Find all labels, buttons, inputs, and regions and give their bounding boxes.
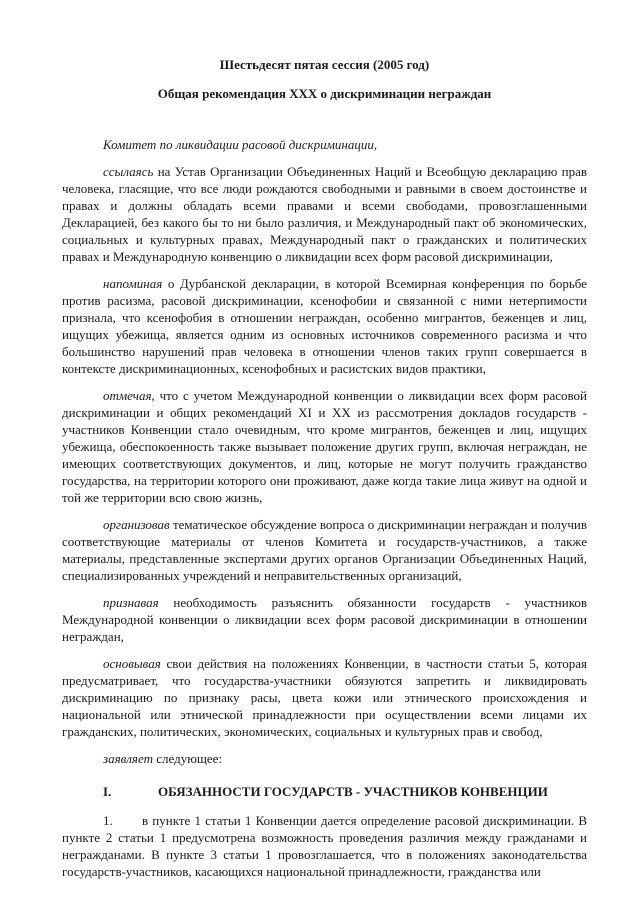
preamble-text: о Дурбанской декларации, в которой Всемирная конференция по борьбе против расизма, расовой дискриминации, ксенофобии и связанной с ними нетерпимости признала, что ксенофобия в отношении неграждан, особенно мигрантов, беженцев и лиц, ищущих убежища, является одним из основных источников современного расизма и что большинство нарушений прав человека в отношении членов таких групп совершается в контексте дискриминационных, ксенофобных и расистских видов практики, [62,276,587,376]
preamble-text: , что с учетом Международной конвенции о ликвидации всех форм расовой дискриминации и общих рекомендаций XI и XX из рассмотрения докладов государств - участников Конвенции стало очевидным, что кроме мигрантов, беженцев и лиц, ищущих убежища, обеспокоенность также вызывает положение других групп, включая неграждан, не имеющих соответствующих документов, и лиц, которые не могут получить гражданство государства, на территории которого они проживают, даже когда такие лица живут на одной и той же территории всю свою жизнь, [62,388,587,505]
declaration-line [62,750,587,767]
paragraph-number: 1. [103,813,113,828]
paragraph-text: в пункте 1 статьи 1 Конвенции дается определение расовой дискриминации. В пункте 2 статьи 1 предусмотрена возможность проведения различия между гражданами и негражданами. В пункте 3 статьи 1 провозглашается, что в положениях законодательства государств-участников, касающихся национальной принадлежности, гражданства или [62,813,587,879]
preamble-lead-word: отмечая [103,388,152,403]
preamble-lead-word: организовав [103,517,170,532]
preamble-lead-word: основывая [103,656,161,671]
session-title: Шестьдесят пятая сессия (2005 год) [219,57,430,72]
preamble-paragraph-durban-declaration [62,275,587,377]
preamble-paragraph-basing-actions [62,655,587,740]
preamble-text: необходимость разъяснить обязанности государств - участников Международной конвенции о ликвидации всех форм расовой дискриминации в отношении неграждан, [62,595,587,644]
declaration-text: следующее: [152,751,223,766]
recommendation-title: Общая рекомендация XXX о дискриминации неграждан [157,86,492,101]
preamble-text: на Устав Организации Объединенных Наций и Всеобщую декларацию прав человека, гласящие, что все люди рождаются свободными и равными в своем достоинстве и правах и должны обладать всеми правами и всеми свободами, провозглашенными Декларацией, без какого бы то ни было различия, и Международный пакт об экономических, социальных и культурных правах, Международный пакт о гражданских и политических правах и Международную конвенцию о ликвидации всех форм расовой дискриминации, [62,164,587,264]
section-title: ОБЯЗАННОСТИ ГОСУДАРСТВ - УЧАСТНИКОВ КОНВЕНЦИИ [158,784,548,799]
preamble-paragraph-noting [62,387,587,506]
section-heading [62,783,587,800]
preamble-lead-word: напоминая [103,276,163,291]
preamble-paragraph-thematic-discussion [62,516,587,584]
preamble-paragraph-recognizing [62,594,587,645]
numbered-paragraph-1 [62,812,587,880]
preamble-text: тематическое обсуждение вопроса о дискриминации неграждан и получив соответствующие материалы от членов Комитета и государств-участников, а также материалы, представленные экспертами других органов Организации Объединенных Наций, специализированных учреждений и неправительственных организаций, [62,517,587,583]
preamble-lead-word: ссылаясь [103,164,154,179]
declaration-lead-word: заявляет [103,751,153,766]
preamble-text: свои действия на положениях Конвенции, в частности статьи 5, которая предусматривает, что государства-участники обязуются запретить и ликвидировать дискриминацию по признаку расы, цвета кожи или этнического происхождения и национальной или этнической принадлежности при осуществлении всеми лицами их гражданских, политических, экономических, социальных и культурных прав и свобод, [62,656,587,739]
committee-line: Комитет по ликвидации расовой дискриминации, [103,137,378,152]
preamble-lead-word: признавая [103,595,159,610]
section-number: I. [103,784,112,799]
preamble-paragraph-recalling-charter [62,163,587,265]
